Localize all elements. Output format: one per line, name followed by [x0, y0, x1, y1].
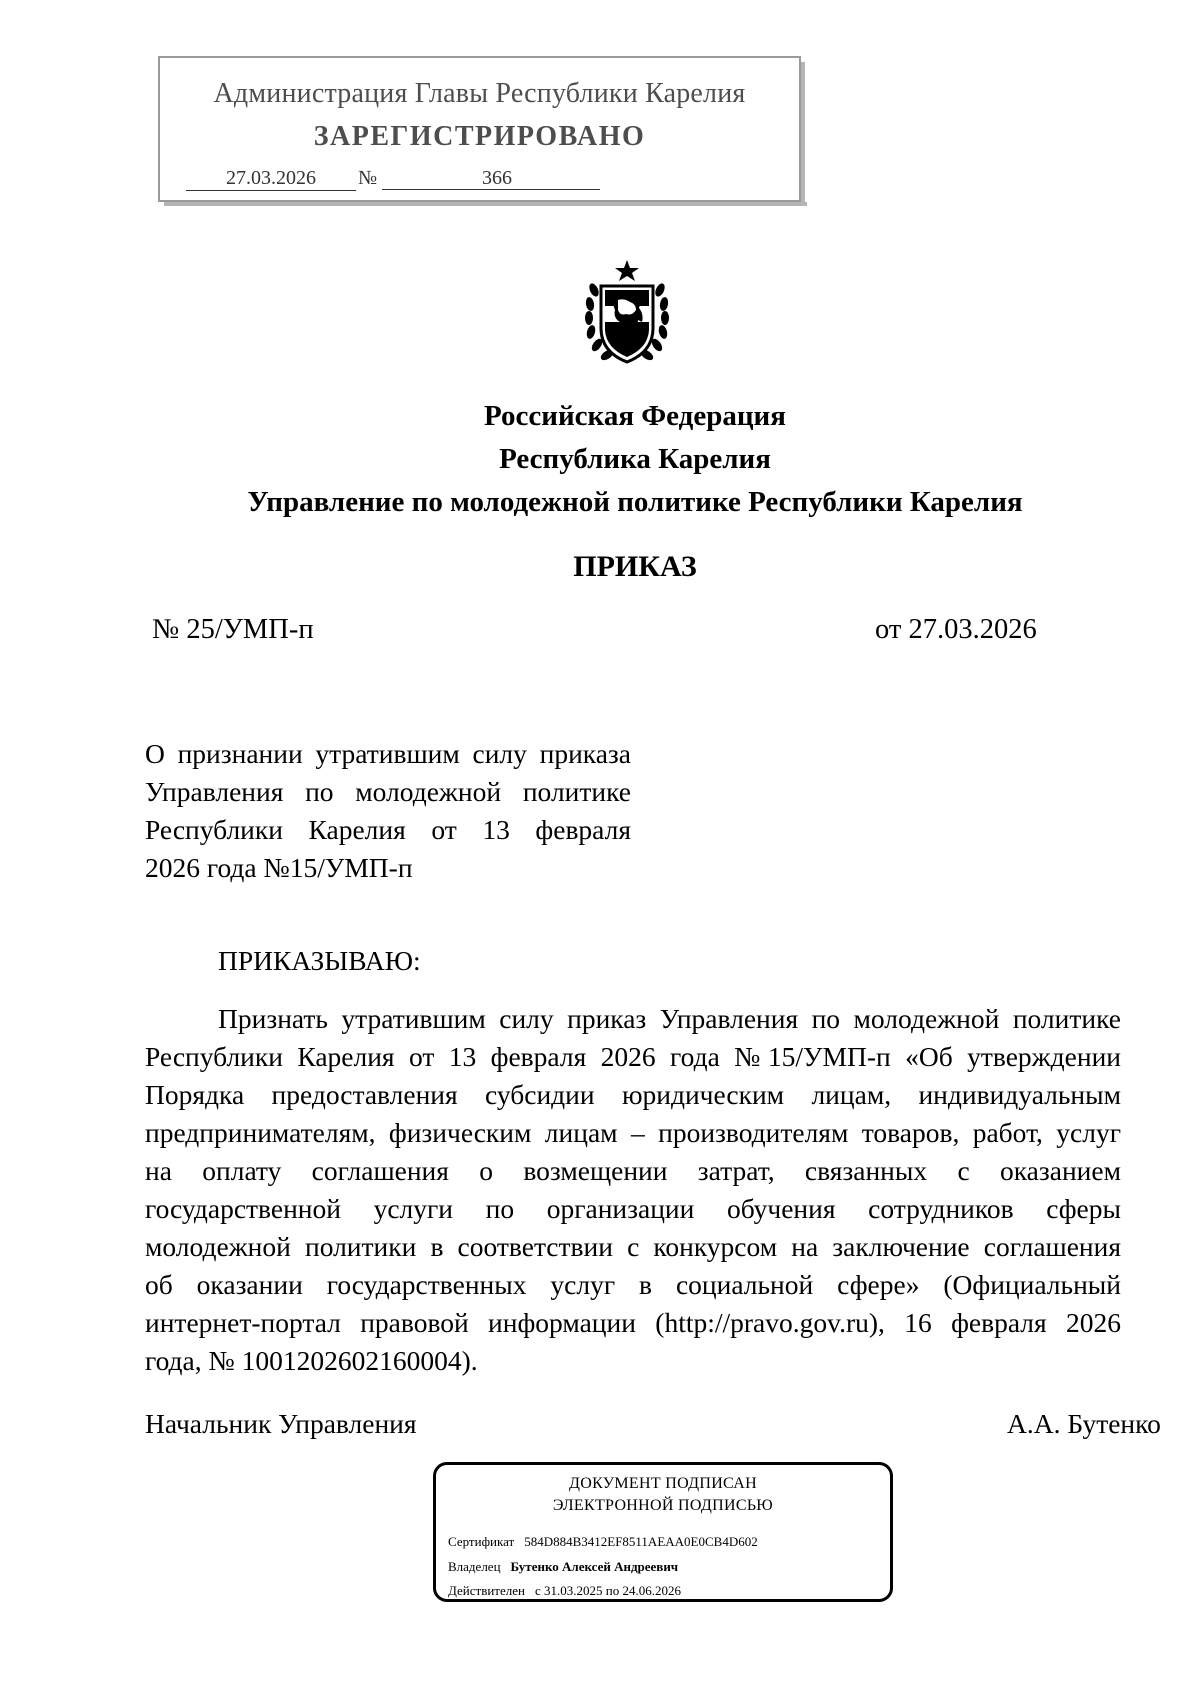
- body-line: Признать утратившим силу приказ Управления по молодежной политике: [218, 1003, 1121, 1034]
- signature-stamp-title-1: ДОКУМЕНТ ПОДПИСАН: [569, 1475, 757, 1492]
- header-country: Российская Федерация: [484, 400, 786, 432]
- order-number: № 25/УМП-п: [152, 614, 314, 645]
- signatory-name: А.А. Бутенко: [1007, 1408, 1161, 1439]
- body-line: на оплату соглашения о возмещении затрат, связанных с оказанием: [145, 1155, 1121, 1186]
- signature-owner-row: [448, 1559, 678, 1575]
- valid-label: Действителен: [448, 1583, 525, 1598]
- header-agency: Управление по молодежной политике Республики Карелия: [247, 486, 1023, 518]
- body-line: Порядка предоставления субсидии юридическим лицам, индивидуальным: [145, 1079, 1121, 1110]
- registration-status: ЗАРЕГИСТРИРОВАНО: [313, 121, 646, 152]
- body-line: об оказании государственных услуг в социальной сфере» (Официальный: [145, 1269, 1121, 1300]
- signature-valid-row: [448, 1583, 681, 1599]
- signature-stamp-title-2: ЭЛЕКТРОННОЙ ПОДПИСЬЮ: [552, 1497, 774, 1514]
- karelia-coat-of-arms-icon: [582, 258, 672, 368]
- document-type: ПРИКАЗ: [573, 550, 697, 583]
- registration-number: 366: [382, 168, 600, 190]
- certificate-value: 584D884B3412EF8511AEAA0E0CB4D602: [524, 1534, 758, 1549]
- body-line: года, № 1001202602160004).: [145, 1345, 478, 1376]
- order-date: от 27.03.2026: [875, 614, 1037, 645]
- subject-line: О признании утратившим силу приказа: [145, 738, 631, 769]
- owner-label: Владелец: [448, 1559, 501, 1574]
- subject-line: Управления по молодежной политике: [145, 776, 631, 807]
- certificate-label: Сертификат: [448, 1534, 515, 1549]
- body-line: молодежной политики в соответствии с конкурсом на заключение соглашения: [145, 1231, 1121, 1262]
- body-line: предпринимателям, физическим лицам – производителям товаров, работ, услуг: [145, 1117, 1121, 1148]
- body-line: государственной услуги по организации обучения сотрудников сферы: [145, 1193, 1121, 1224]
- header-republic: Республика Карелия: [499, 443, 771, 475]
- body-line: Республики Карелия от 13 февраля 2026 года №15/УМП-п «Об утверждении: [145, 1041, 1121, 1072]
- subject-line: 2026 года №15/УМП-п: [145, 852, 413, 883]
- signatory-position: Начальник Управления: [145, 1408, 417, 1439]
- body-line: интернет-портал правовой информации (http://pravo.gov.ru), 16 февраля 2026: [145, 1307, 1121, 1338]
- subject-line: Республики Карелия от 13 февраля: [145, 814, 631, 845]
- registration-stamp: [158, 56, 801, 202]
- signature-certificate-row: [448, 1534, 758, 1550]
- command-heading: ПРИКАЗЫВАЮ:: [218, 945, 421, 976]
- registration-date: 27.03.2026: [186, 168, 356, 191]
- electronic-signature-stamp: [433, 1462, 893, 1602]
- registration-number-label: №: [358, 167, 378, 189]
- owner-value: Бутенко Алексей Андреевич: [510, 1559, 679, 1574]
- registration-administration: Администрация Главы Республики Карелия: [213, 78, 746, 109]
- valid-value: с 31.03.2025 по 24.06.2026: [534, 1583, 681, 1598]
